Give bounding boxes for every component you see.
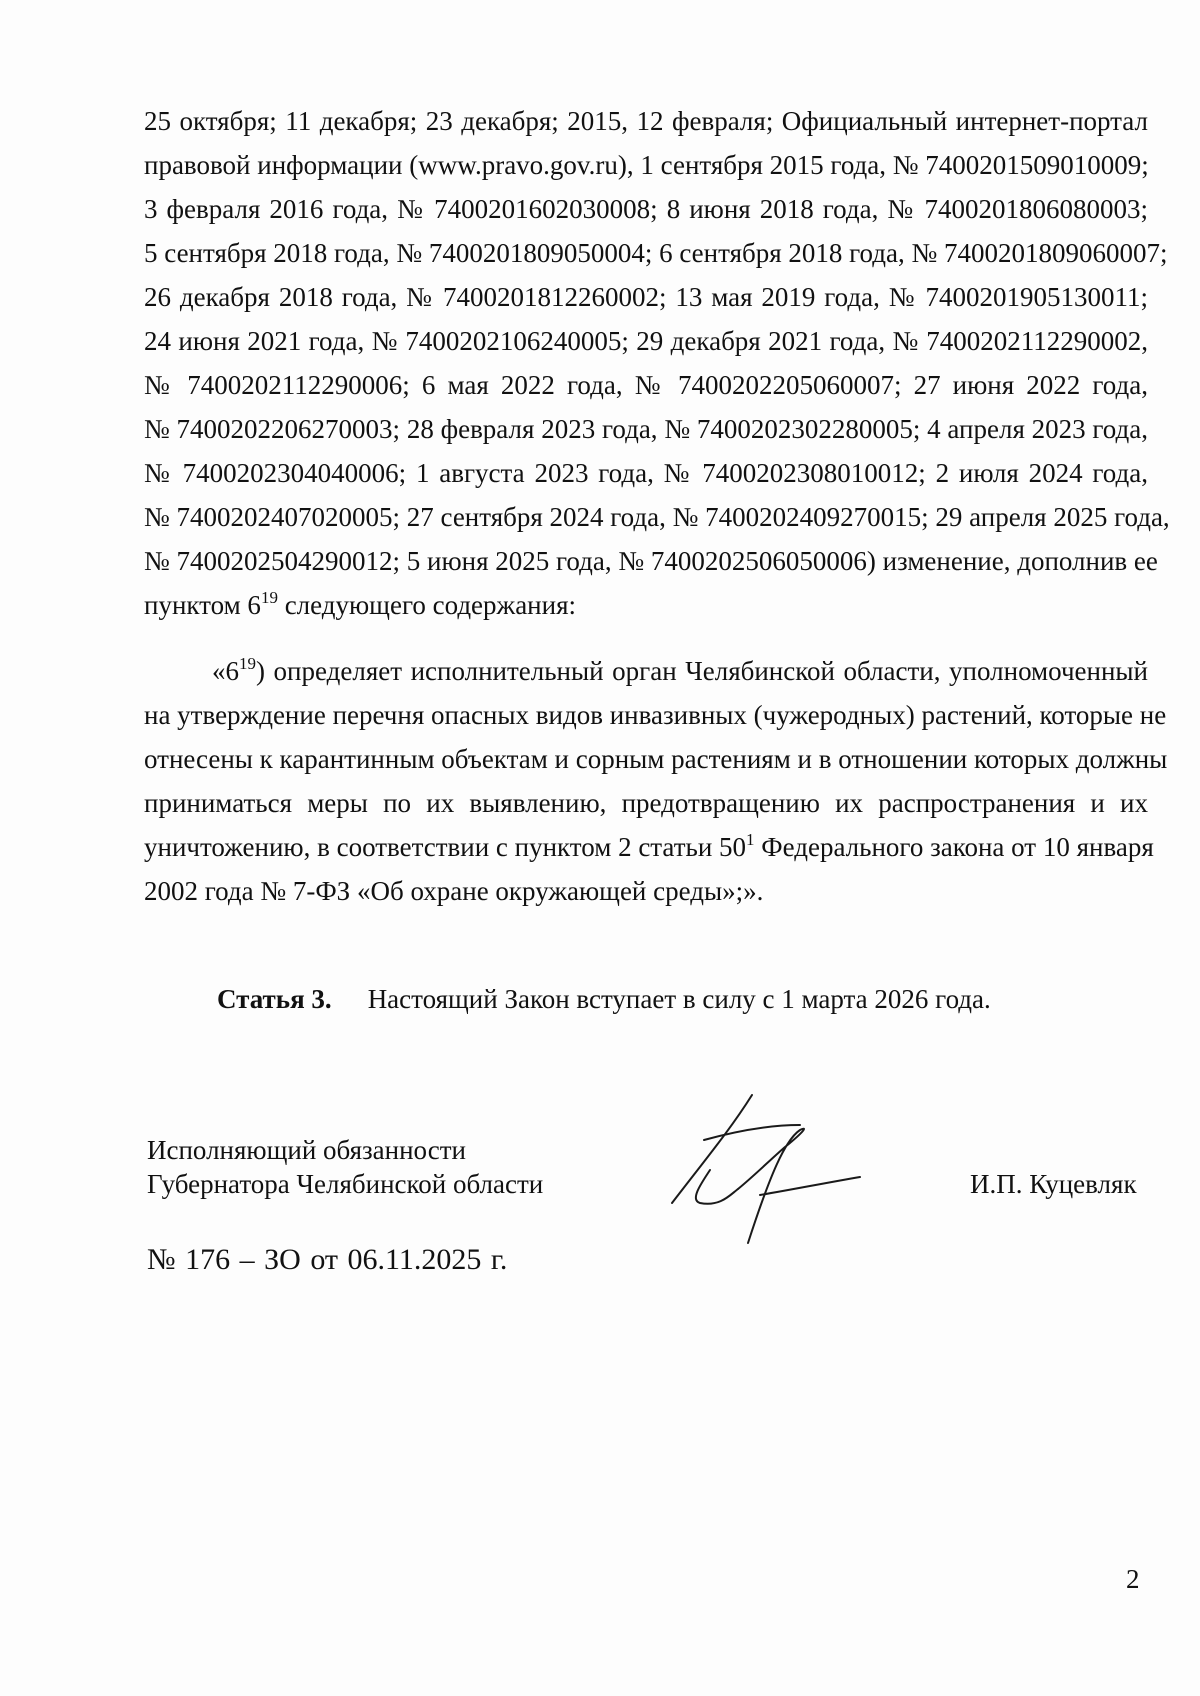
paragraph-line-11: № 7400202504290012; 5 июня 2025 года, № 7400202506050006) изменение, дополнив ее [144,546,1158,576]
signatory-position-line-1: Исполняющий обязанности [147,1135,466,1165]
paragraph-line-1: 25 октября; 11 декабря; 23 декабря; 2015, 12 февраля; Официальный интернет-портал [144,106,1148,136]
quote-line-6: 2002 года № 7-ФЗ «Об охране окружающей среды»;». [144,876,764,906]
quote-line-5 [144,830,1154,863]
paragraph-line-9: № 7400202304040006; 1 августа 2023 года, № 7400202308010012; 2 июля 2024 года, [144,458,1148,488]
handwritten-signature [660,1085,890,1245]
point-line-sup: 19 [260,588,278,607]
quote-line-3: отнесены к карантинным объектам и сорным растениям и в отношении которых должны [144,744,1168,774]
quote-line-1-open: «6 [212,656,239,686]
quote-line-5-after: Федерального закона от 10 января [754,832,1154,862]
article-3 [217,983,991,1015]
paragraph-line-4: 5 сентября 2018 года, № 7400201809050004; 6 сентября 2018 года, № 7400201809060007; [144,238,1168,268]
point-line-before: пунктом 6 [144,590,261,620]
quote-line-1-sup: 19 [239,654,256,673]
paragraph-line-5: 26 декабря 2018 года, № 7400201812260002; 13 мая 2019 года, № 7400201905130011; [144,282,1148,312]
paragraph-line-2: правовой информации (www.pravo.gov.ru), 1 сентября 2015 года, № 7400201509010009; [144,150,1149,180]
quote-line-2: на утверждение перечня опасных видов инвазивных (чужеродных) растений, которые не [144,700,1167,730]
paragraph-line-7: № 7400202112290006; 6 мая 2022 года, № 7400202205060007; 27 июня 2022 года, [144,370,1148,400]
signatory-position-line-2: Губернатора Челябинской области [147,1169,544,1199]
paragraph-line-3: 3 февраля 2016 года, № 7400201602030008; 8 июня 2018 года, № 7400201806080003; [144,194,1148,224]
paragraph-line-6: 24 июня 2021 года, № 7400202106240005; 29 декабря 2021 года, № 7400202112290002, [144,326,1148,356]
quote-line-1 [212,655,1148,687]
point-line-after: следующего содержания: [277,590,576,620]
article-3-label: Статья 3. [217,984,332,1014]
signatory-name: И.П. Куцевляк [970,1169,1137,1199]
paragraph-line-10: № 7400202407020005; 27 сентября 2024 года, № 7400202409270015; 29 апреля 2025 года, [144,502,1170,532]
point-line [144,589,1148,621]
page-number: 2 [1126,1564,1140,1594]
article-3-text: Настоящий Закон вступает в силу с 1 марта 2026 года. [367,984,991,1014]
quote-line-4: приниматься меры по их выявлению, предотвращению их распространения и их [144,788,1148,818]
paragraph-line-8: № 7400202206270003; 28 февраля 2023 года, № 7400202302280005; 4 апреля 2023 года, [144,414,1148,444]
quote-line-1-rest: ) определяет исполнительный орган Челябинской области, уполномоченный [256,656,1148,686]
quote-line-5-sup: 1 [746,830,755,849]
document-number: № 176 – ЗО от 06.11.2025 г. [147,1243,508,1276]
quote-line-5-before: уничтожению, в соответствии с пунктом 2 статьи 50 [144,832,747,862]
